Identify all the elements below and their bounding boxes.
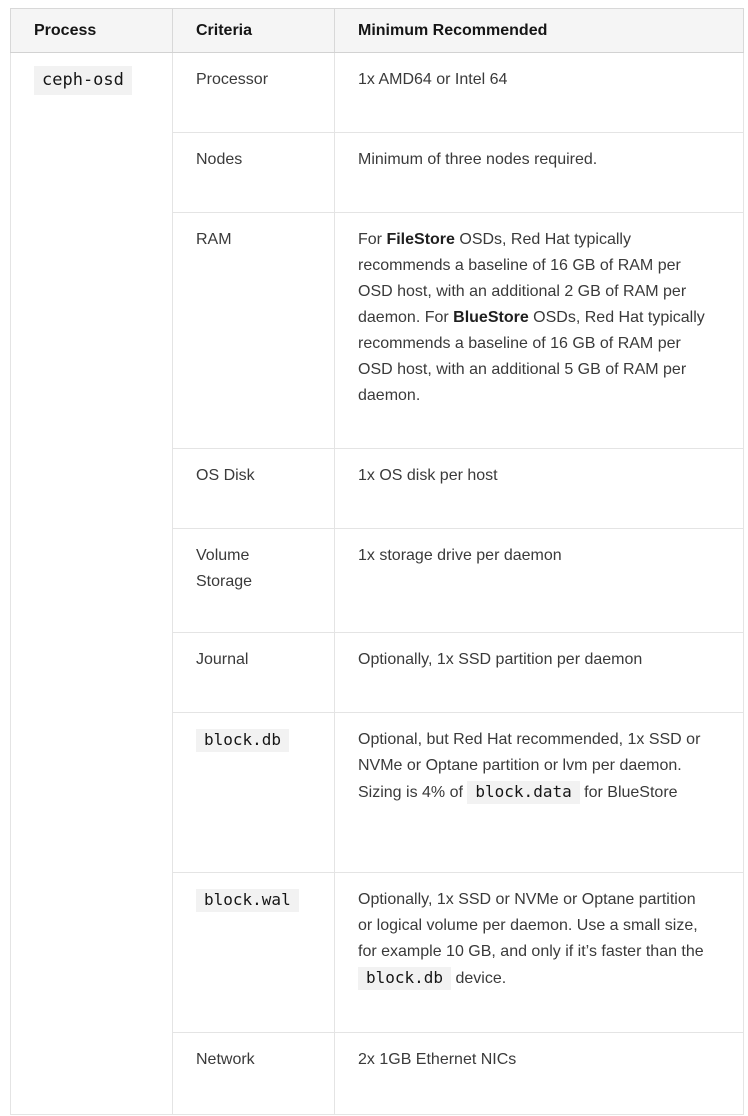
text-segment: 1x storage drive per daemon xyxy=(358,547,562,564)
criteria-cell xyxy=(173,213,335,449)
bold-text: FileStore xyxy=(386,231,455,248)
header-row xyxy=(11,9,744,53)
text-segment: for BlueStore xyxy=(579,784,678,801)
minimum-cell xyxy=(335,1033,744,1115)
cell-text xyxy=(358,227,707,409)
table-body xyxy=(11,53,744,1115)
inline-code: block.data xyxy=(467,781,579,804)
text-segment: 2x 1GB Ethernet NICs xyxy=(358,1051,517,1068)
cell-text xyxy=(196,543,298,595)
text-segment: Journal xyxy=(196,651,249,668)
text-segment: 1x AMD64 or Intel 64 xyxy=(358,71,508,88)
text-segment: 1x OS disk per host xyxy=(358,467,498,484)
text-segment: For xyxy=(358,231,387,248)
text-segment: RAM xyxy=(196,231,232,248)
process-code-label: ceph-osd xyxy=(34,66,132,95)
text-segment: Optionally, 1x SSD or NVMe or Optane partition or logical volume per daemon. Use a small size, for example 10 GB, and only if it’s faster than the xyxy=(358,891,704,960)
column-header-process: Process xyxy=(11,9,173,53)
cell-text xyxy=(358,147,707,173)
minimum-cell xyxy=(335,133,744,213)
table-row xyxy=(11,53,744,133)
criteria-cell xyxy=(173,529,335,633)
criteria-cell xyxy=(173,449,335,529)
cell-text xyxy=(358,887,707,992)
cell-text xyxy=(196,647,298,673)
cell-text xyxy=(358,463,707,489)
criteria-cell xyxy=(173,1033,335,1115)
bold-text: BlueStore xyxy=(453,309,529,326)
hardware-requirements-table xyxy=(10,8,744,1115)
text-segment: Optionally, 1x SSD partition per daemon xyxy=(358,651,643,668)
criteria-cell xyxy=(173,133,335,213)
minimum-cell xyxy=(335,633,744,713)
cell-text xyxy=(358,67,707,93)
text-segment: Nodes xyxy=(196,151,243,168)
text-segment: OSDs, Red Hat typically recommends a baseline of 16 GB of RAM per OSD host, with an additional 5 GB of RAM per daemon. xyxy=(358,309,705,404)
column-header-minimum-recommended: Minimum Recommended xyxy=(335,9,744,53)
cell-text xyxy=(196,727,298,754)
text-segment: OSDs, Red Hat typically recommends a baseline of 16 GB of RAM per OSD host, with an additional 2 GB of RAM per daemon. For xyxy=(358,231,687,326)
text-segment: Processor xyxy=(196,71,269,88)
cell-text xyxy=(196,463,298,489)
inline-code: block.db xyxy=(358,967,451,990)
column-header-criteria: Criteria xyxy=(173,9,335,53)
cell-text xyxy=(358,727,707,806)
cell-text xyxy=(358,1047,707,1073)
cell-text xyxy=(196,887,298,914)
minimum-cell xyxy=(335,449,744,529)
text-segment: Network xyxy=(196,1051,255,1068)
text-segment: Optional, but Red Hat recommended, 1x SSD or NVMe or Optane partition or lvm per daemon. Sizing is 4% of xyxy=(358,731,701,801)
criteria-cell xyxy=(173,713,335,873)
table-header xyxy=(11,9,744,53)
minimum-cell xyxy=(335,53,744,133)
text-segment: device. xyxy=(451,970,507,987)
process-cell xyxy=(11,53,173,1115)
minimum-cell xyxy=(335,873,744,1033)
cell-text xyxy=(196,1047,298,1073)
inline-code: block.wal xyxy=(196,889,299,912)
minimum-cell xyxy=(335,713,744,873)
criteria-cell xyxy=(173,53,335,133)
cell-text xyxy=(196,147,298,173)
cell-text xyxy=(196,227,298,253)
criteria-cell xyxy=(173,633,335,713)
cell-text xyxy=(358,543,707,569)
text-segment: OS Disk xyxy=(196,467,255,484)
cell-text xyxy=(196,67,298,93)
minimum-cell xyxy=(335,213,744,449)
cell-text xyxy=(358,647,707,673)
text-segment: Minimum of three nodes required. xyxy=(358,151,598,168)
text-segment: Volume Storage xyxy=(196,547,253,590)
minimum-cell xyxy=(335,529,744,633)
criteria-cell xyxy=(173,873,335,1033)
inline-code: block.db xyxy=(196,729,289,752)
